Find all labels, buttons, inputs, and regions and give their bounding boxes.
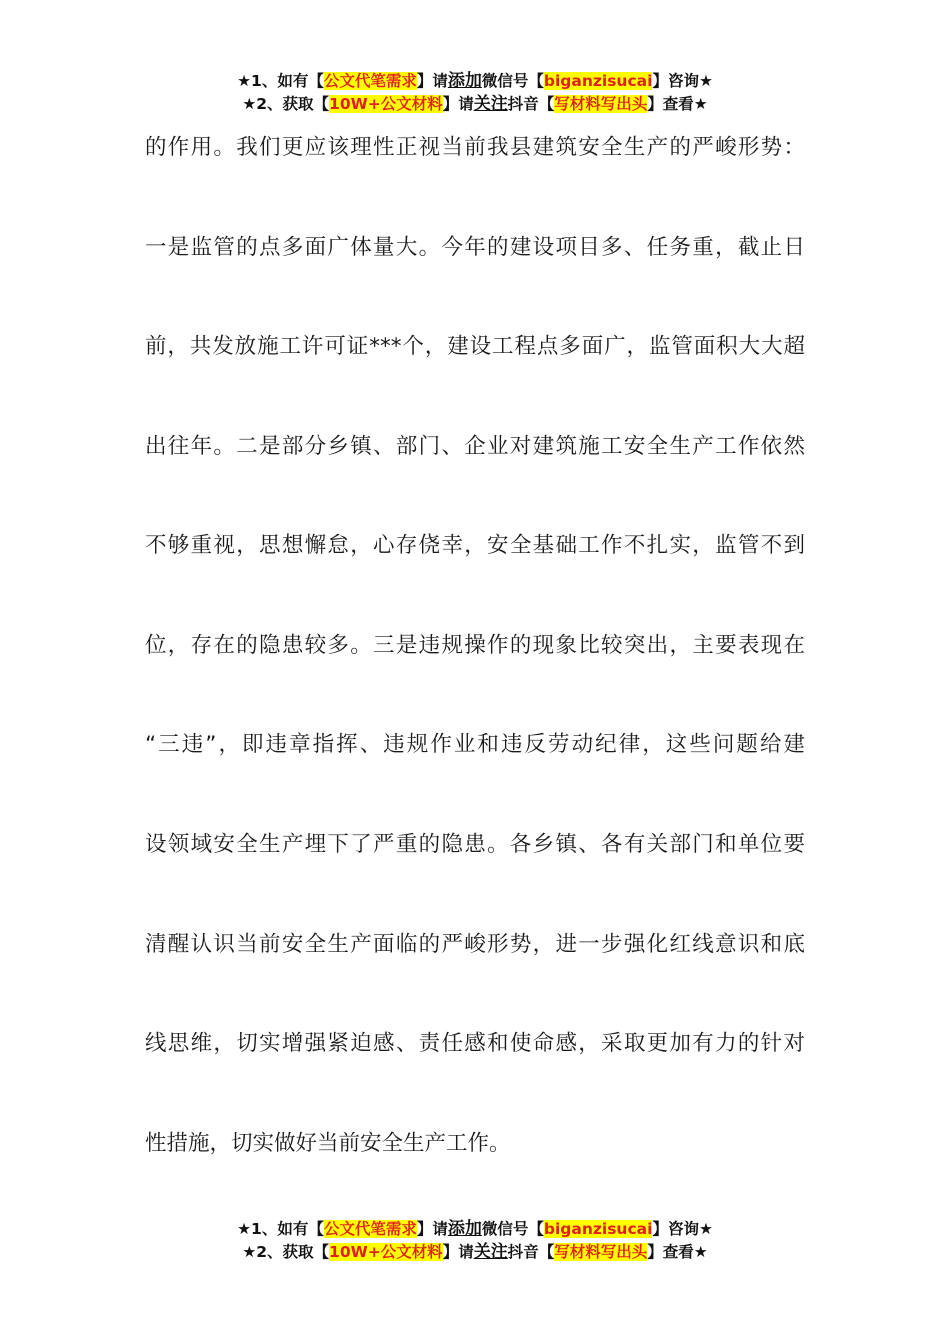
body-line-3: 前，共发放施工许可证***个，建设工程点多面广，监管面积大大超 xyxy=(145,334,805,359)
highlight-wechat-id: biganzisucai xyxy=(543,1220,653,1238)
underlined-word: 添加 xyxy=(447,71,482,91)
body-line-2: 一是监管的点多面广体量大。今年的建设项目多、任务重，截止日 xyxy=(145,235,805,260)
banner-text: 】查看★ xyxy=(647,95,708,113)
banner-text: 微信号【 xyxy=(481,72,544,90)
banner-line-2 xyxy=(0,1241,950,1264)
banner-text: ★2、获取【 xyxy=(242,1243,330,1261)
body-line-4: 出往年。二是部分乡镇、部门、企业对建筑施工安全生产工作依然 xyxy=(145,434,805,459)
banner-text: 抖音【 xyxy=(507,1243,555,1261)
banner-text: 】咨询★ xyxy=(652,72,713,90)
highlight-wechat-id: biganzisucai xyxy=(543,72,653,90)
underlined-word: 关注 xyxy=(473,94,508,114)
banner-text: 微信号【 xyxy=(481,1220,544,1238)
body-line-5: 不够重视，思想懈怠，心存侥幸，安全基础工作不扎实，监管不到 xyxy=(145,533,805,558)
highlight-douyin-account: 写材料写出头 xyxy=(554,95,648,113)
highlight-douyin-account: 写材料写出头 xyxy=(554,1243,648,1261)
footer-banner xyxy=(0,1218,950,1264)
underlined-word: 添加 xyxy=(447,1219,482,1239)
banner-text: ★1、如有【 xyxy=(237,1220,324,1238)
body-line-10: 线思维，切实增强紧迫感、责任感和使命感，采取更加有力的针对 xyxy=(145,1031,805,1056)
banner-text: 】请 xyxy=(442,95,474,113)
header-banner xyxy=(0,70,950,116)
body-line-7: “三违”，即违章指挥、违规作业和违反劳动纪律，这些问题给建 xyxy=(145,732,805,757)
banner-text: 】请 xyxy=(416,72,448,90)
highlight-service: 公文代笔需求 xyxy=(323,72,417,90)
body-line-6: 位，存在的隐患较多。三是违规操作的现象比较突出，主要表现在 xyxy=(145,633,805,658)
highlight-materials: 10W+公文材料 xyxy=(329,95,443,113)
banner-text: ★1、如有【 xyxy=(237,72,324,90)
body-line-9: 清醒认识当前安全生产面临的严峻形势，进一步强化红线意识和底 xyxy=(145,932,805,957)
banner-line-2 xyxy=(0,93,950,116)
banner-text: 】咨询★ xyxy=(652,1220,713,1238)
banner-text: 】查看★ xyxy=(647,1243,708,1261)
banner-text: 】请 xyxy=(416,1220,448,1238)
underlined-word: 关注 xyxy=(473,1242,508,1262)
body-line-8: 设领域安全生产埋下了严重的隐患。各乡镇、各有关部门和单位要 xyxy=(145,832,805,857)
banner-text: 抖音【 xyxy=(507,95,555,113)
body-line-11: 性措施，切实做好当前安全生产工作。 xyxy=(145,1131,511,1156)
banner-line-1 xyxy=(0,70,950,93)
highlight-materials: 10W+公文材料 xyxy=(329,1243,443,1261)
banner-text: 】请 xyxy=(442,1243,474,1261)
body-line-1: 的作用。我们更应该理性正视当前我县建筑安全生产的严峻形势： xyxy=(145,135,805,160)
banner-line-1 xyxy=(0,1218,950,1241)
banner-text: ★2、获取【 xyxy=(242,95,330,113)
highlight-service: 公文代笔需求 xyxy=(323,1220,417,1238)
